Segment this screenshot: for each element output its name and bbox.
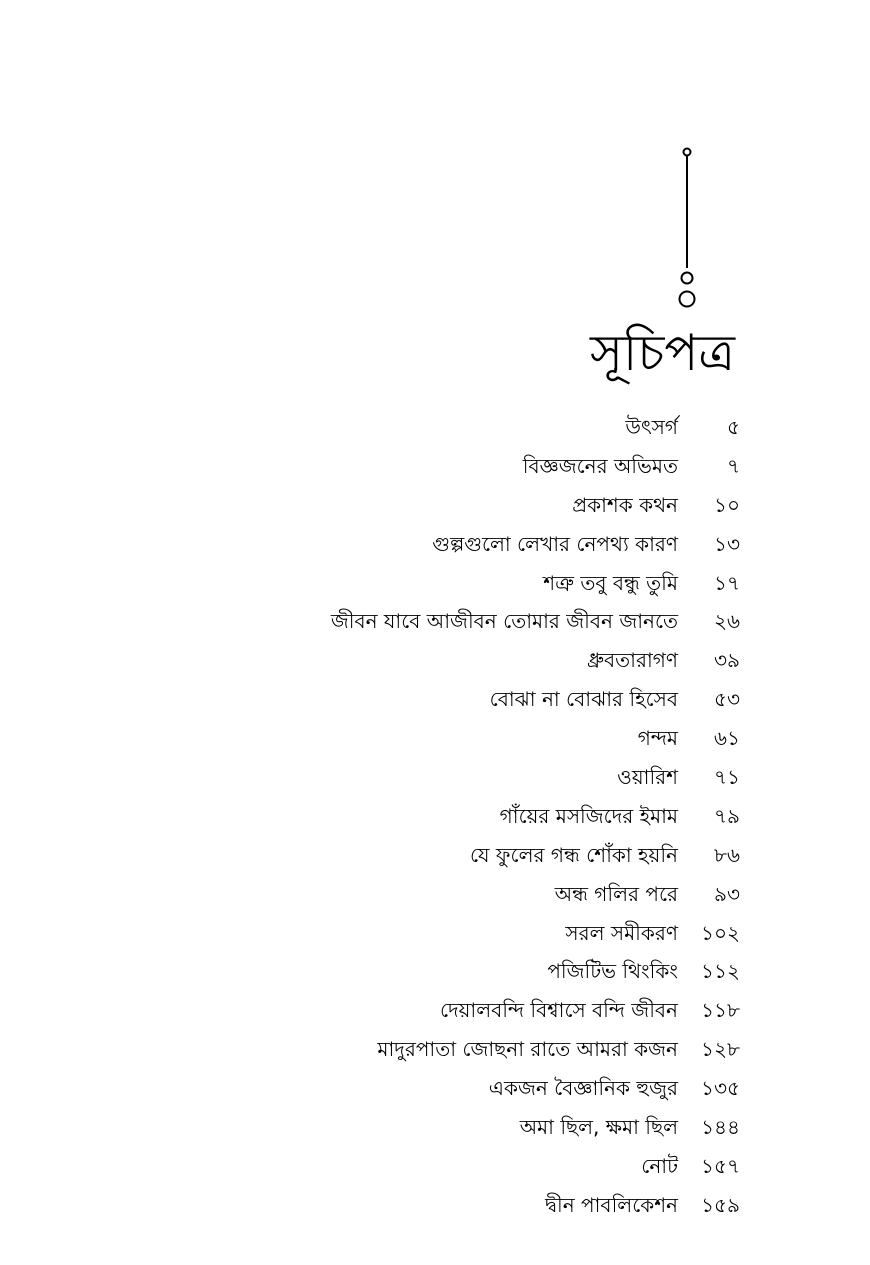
decorative-line-ornament-icon: [668, 140, 708, 315]
toc-entry-page-number: ২৬: [713, 609, 740, 634]
toc-entry: [200, 799, 740, 838]
toc-entry-page-number: ১১২: [701, 959, 740, 984]
toc-entry: [200, 410, 740, 449]
page-title: সূচিপত্র: [590, 324, 735, 382]
toc-entry: [200, 682, 740, 721]
toc-entry-title: সরল সমীকরণ: [565, 920, 678, 945]
toc-entry-title: বোঝা না বোঝার হিসেব: [489, 687, 678, 712]
toc-entry-page-number: ৫: [727, 414, 740, 439]
toc-entry-page-number: ৭৯: [714, 803, 740, 828]
toc-entry-title: অমা ছিল, ক্ষমা ছিল: [519, 1114, 678, 1139]
toc-entry-page-number: ১৪৪: [701, 1114, 740, 1139]
toc-entry: [200, 1110, 740, 1149]
toc-entry: [200, 760, 740, 799]
toc-entry: [200, 566, 740, 605]
toc-entry-title: জীবন যাবে আজীবন তোমার জীবন জানতে: [330, 609, 678, 634]
toc-entry: [200, 1032, 740, 1071]
toc-entry-page-number: ১০: [714, 492, 740, 517]
toc-entry-page-number: ৭১: [714, 764, 740, 789]
toc-entry-title: বিজ্ঞজনের অভিমত: [522, 453, 678, 478]
toc-entry-title: দেয়ালবন্দি বিশ্বাসে বন্দি জীবন: [440, 998, 678, 1023]
toc-entry-title: শত্রু তবু বন্ধু তুমি: [543, 570, 678, 595]
toc-entry-title: যে ফুলের গন্ধ শোঁকা হয়নি: [469, 842, 678, 867]
toc-entry: [200, 721, 740, 760]
toc-entry-title: একজন বৈজ্ঞানিক হুজুর: [488, 1076, 678, 1101]
toc-entry: [200, 1071, 740, 1110]
toc-entry: [200, 993, 740, 1032]
toc-entry: [200, 604, 740, 643]
toc-entry-title: গাঁয়ের মসজিদের ইমাম: [499, 803, 678, 828]
toc-entry-page-number: ৫৩: [714, 687, 740, 712]
toc-entry-title: দ্বীন পাবলিকেশন: [545, 1192, 678, 1217]
toc-entry-page-number: ৭: [726, 453, 740, 478]
toc-entry-page-number: ৯৩: [714, 881, 740, 906]
toc-entry-page-number: ৮৬: [714, 842, 740, 867]
toc-entry-page-number: ১৫৯: [701, 1192, 740, 1217]
toc-entry-page-number: ১০২: [701, 920, 740, 945]
toc-entry-page-number: ১২৮: [701, 1037, 740, 1062]
toc-entry-page-number: ১৩৫: [701, 1076, 740, 1101]
toc-entry-title: ওয়ারিশ: [617, 764, 678, 789]
toc-entry: [200, 1188, 740, 1227]
toc-entry-title: প্রকাশক কথন: [572, 492, 678, 517]
toc-entry-title: নোট: [641, 1153, 678, 1178]
toc-entry-page-number: ১৩: [714, 531, 740, 556]
toc-entry: [200, 916, 740, 955]
toc-entry-page-number: ৩৯: [714, 648, 740, 673]
toc-entry-title: গন্দম: [637, 726, 678, 751]
toc-entry: [200, 954, 740, 993]
toc-entry-page-number: ১১৮: [701, 998, 740, 1023]
toc-entry-title: মাদুরপাতা জোছনা রাতে আমরা কজন: [377, 1037, 678, 1062]
toc-entry-page-number: ১৭: [714, 570, 740, 595]
table-of-contents: [200, 410, 740, 1227]
toc-entry-title: ধ্রুবতারাগণ: [587, 648, 678, 673]
toc-entry: [200, 877, 740, 916]
toc-entry: [200, 838, 740, 877]
toc-entry: [200, 643, 740, 682]
toc-entry-page-number: ৬১: [714, 726, 740, 751]
toc-entry-title: অন্ধ গলির পরে: [554, 881, 678, 906]
toc-entry-title: উৎসর্গ: [625, 414, 678, 439]
toc-entry: [200, 449, 740, 488]
toc-entry: [200, 1149, 740, 1188]
toc-entry-page-number: ১৫৭: [701, 1153, 740, 1178]
toc-entry: [200, 488, 740, 527]
toc-entry-title: গুল্পগুলো লেখার নেপথ্য কারণ: [432, 531, 678, 556]
toc-entry-title: পজিটিভ থিংকিং: [547, 959, 678, 984]
toc-entry: [200, 527, 740, 566]
